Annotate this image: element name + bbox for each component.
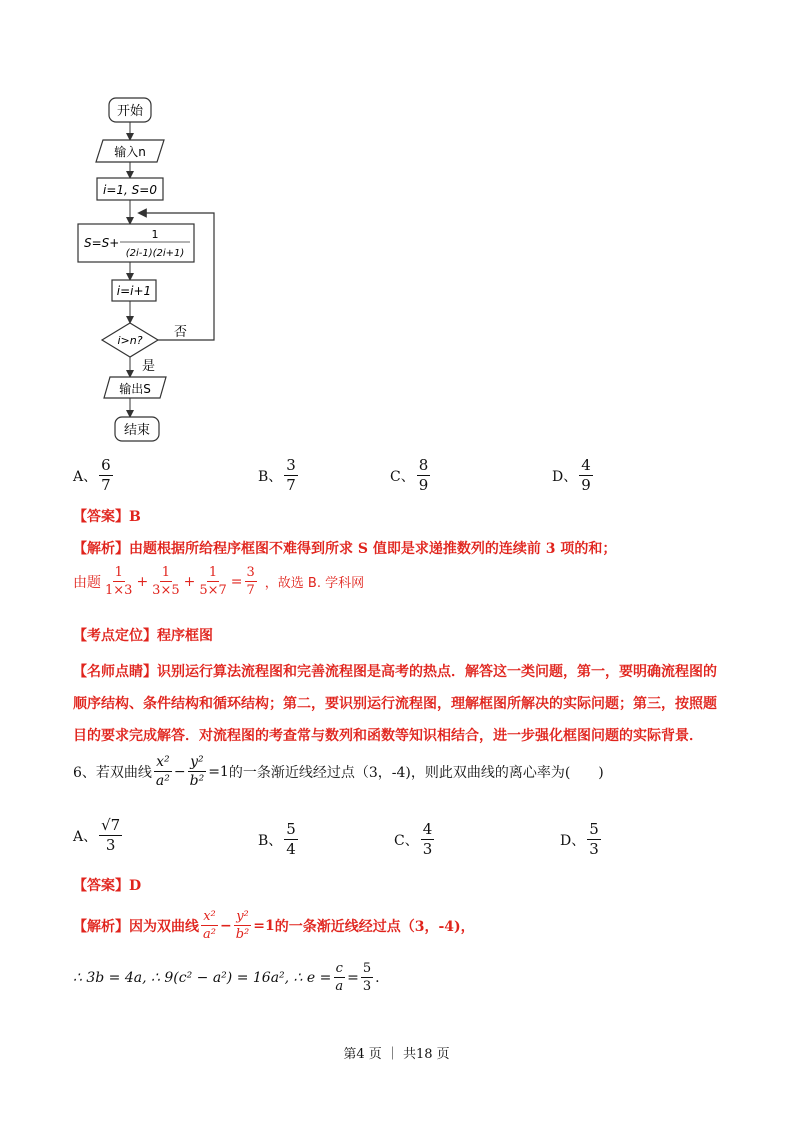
q5-calc-equals: = (230, 573, 243, 590)
no-label: 否 (174, 325, 188, 340)
q6-question: 6、若双曲线 $\frac{\text{x²}}{\text{a²}}$ − $\frac{\text{y²}}{\text{b²}}$ =1 的一条渐近线经过点（3，-4)，则此双曲线的离心率为( ) (73, 754, 604, 789)
q5-option-d (552, 458, 595, 493)
decision-label: i>n? (117, 334, 143, 347)
q5-teacher-line-1: 【名师点睛】识别运行算法流程图和完善流程图是高考的热点．解答这一类问题，第一，要明确流程图的 (73, 664, 717, 680)
q6-derivation: ∴ 3b = 4a, ∴ 9(c² − a²) = 16a², ∴ e = $\frac{c}{a}$ = $\frac{5}{3}$ . (73, 961, 380, 994)
q5-teacher-line-2: 顺序结构、条件结构和循环结构；第二，要识别运行流程图，理解框图所解决的实际问题；第三，按照题 (73, 696, 717, 712)
q5-option-a-fraction: $\frac{6}{7}$ (101, 456, 111, 494)
q6-option-d (560, 822, 603, 857)
q6-frac-x: $\frac{\text{x²}}{\text{a²}}$ (155, 754, 170, 789)
q5-calculation (73, 566, 364, 597)
q6-option-c (394, 822, 436, 857)
q5-calc-suffix: ，故选 B. 学科网 (264, 576, 365, 591)
q6-answer-tag: 【答案】 (73, 878, 129, 894)
flowchart (70, 90, 240, 450)
output-label: 输出S (119, 382, 151, 396)
q5-calc-plus-2: + (183, 573, 196, 590)
q5-calc-term-1: $\frac{1}{1\times 3}$ (105, 565, 133, 598)
q5-answer (73, 506, 141, 526)
q5-answer-tag: 【答案】 (73, 509, 129, 525)
increment-label: i=i+1 (116, 284, 152, 298)
q6-option-d-letter: D、 (560, 832, 586, 849)
page-footer: 第4 页 ｜ 共18 页 (343, 1047, 450, 1062)
q6-analysis-frac-x: $\frac{\text{x²}}{\text{a²}}$ (203, 909, 216, 942)
q6-option-c-letter: C、 (394, 832, 419, 849)
q5-calc-prefix: 由题 (73, 574, 101, 591)
update-num: 1 (151, 228, 159, 241)
update-den: (2i-1)(2i+1) (125, 248, 185, 259)
q5-calc-result: $\frac{3}{7}$ (246, 565, 255, 598)
init-label: i=1, S=0 (103, 183, 157, 197)
q6-derivation-frac: $\frac{c}{a}$ (335, 961, 344, 994)
q6-derivation-eq: = (347, 969, 359, 986)
q6-prefix: 6、若双曲线 (73, 764, 152, 781)
q5-option-c-letter: C、 (390, 468, 415, 485)
start-label: 开始 (116, 104, 144, 119)
q5-option-a (73, 458, 115, 493)
q5-calc-term-3: $\frac{1}{5\times 7}$ (199, 565, 227, 598)
input-label: 输入n (114, 145, 146, 159)
q6-answer-value: D (129, 878, 142, 894)
q6-option-b (258, 822, 300, 857)
q5-answer-value: B (129, 509, 141, 525)
q5-option-d-fraction: $\frac{4}{9}$ (581, 456, 591, 494)
q6-derivation-text: ∴ 3b = 4a, ∴ 9(c² − a²) = 16a², ∴ e = (73, 969, 332, 986)
q5-point-tag: 【考点定位】 (73, 628, 157, 644)
q5-analysis-tag: 【解析】 (73, 541, 129, 557)
q5-teacher-line-3: 目的要求完成解答．对流程图的考查常与数列和函数等知识相结合，进一步强化框图问题的实际背景． (73, 728, 703, 744)
q5-calc-plus-1: + (136, 573, 149, 590)
update-left: S=S+ (84, 236, 120, 250)
q6-analysis-suffix: 的一条渐近线经过点（3，-4)， (274, 918, 475, 935)
q5-option-c (390, 458, 432, 493)
q5-calc-term-2: $\frac{1}{3\times 5}$ (152, 565, 180, 598)
q6-analysis-prefix: 因为双曲线 (129, 918, 199, 935)
q5-point (73, 625, 213, 645)
q5-option-b-letter: B、 (258, 468, 283, 485)
q6-option-b-letter: B、 (258, 832, 283, 849)
q6-option-a-letter: A、 (73, 828, 98, 845)
q6-option-b-fraction: $\frac{5}{4}$ (286, 820, 296, 858)
q6-analysis: 【解析】 因为双曲线 $\frac{\text{x²}}{\text{a²}}$ − $\frac{\text{y²}}{\text{b²}}$ =1 的一条渐近线经过点（3，-4)， (73, 909, 475, 942)
q5-option-a-letter: A、 (73, 468, 98, 485)
q6-option-a-fraction: $\frac{√7}{3}$ (101, 816, 121, 854)
q6-option-a (73, 818, 124, 853)
q6-suffix: 的一条渐近线经过点（3，-4)，则此双曲线的离心率为( ) (228, 764, 604, 781)
q5-option-d-letter: D、 (552, 468, 578, 485)
q5-point-text: 程序框图 (157, 628, 213, 644)
q6-option-c-fraction: $\frac{4}{3}$ (422, 820, 433, 858)
q6-derivation-result: $\frac{5}{3}$ (362, 961, 372, 994)
q6-analysis-frac-y: $\frac{\text{y²}}{\text{b²}}$ (235, 909, 250, 942)
q5-option-b-fraction: $\frac{3}{7}$ (286, 456, 296, 494)
q6-analysis-tag: 【解析】 (73, 918, 129, 935)
q6-frac-y: $\frac{\text{y²}}{\text{b²}}$ (189, 754, 205, 789)
yes-label: 是 (142, 359, 156, 374)
q5-teacher (73, 656, 723, 752)
q5-analysis (73, 538, 616, 558)
q6-option-d-fraction: $\frac{5}{3}$ (589, 820, 599, 858)
q5-option-b (258, 458, 300, 493)
q5-option-c-fraction: $\frac{8}{9}$ (418, 456, 429, 494)
q6-answer (73, 875, 141, 895)
q5-analysis-text: 由题根据所给程序框图不难得到所求 S 值即是求递推数列的连续前 3 项的和； (129, 541, 617, 557)
end-label: 结束 (123, 423, 151, 438)
